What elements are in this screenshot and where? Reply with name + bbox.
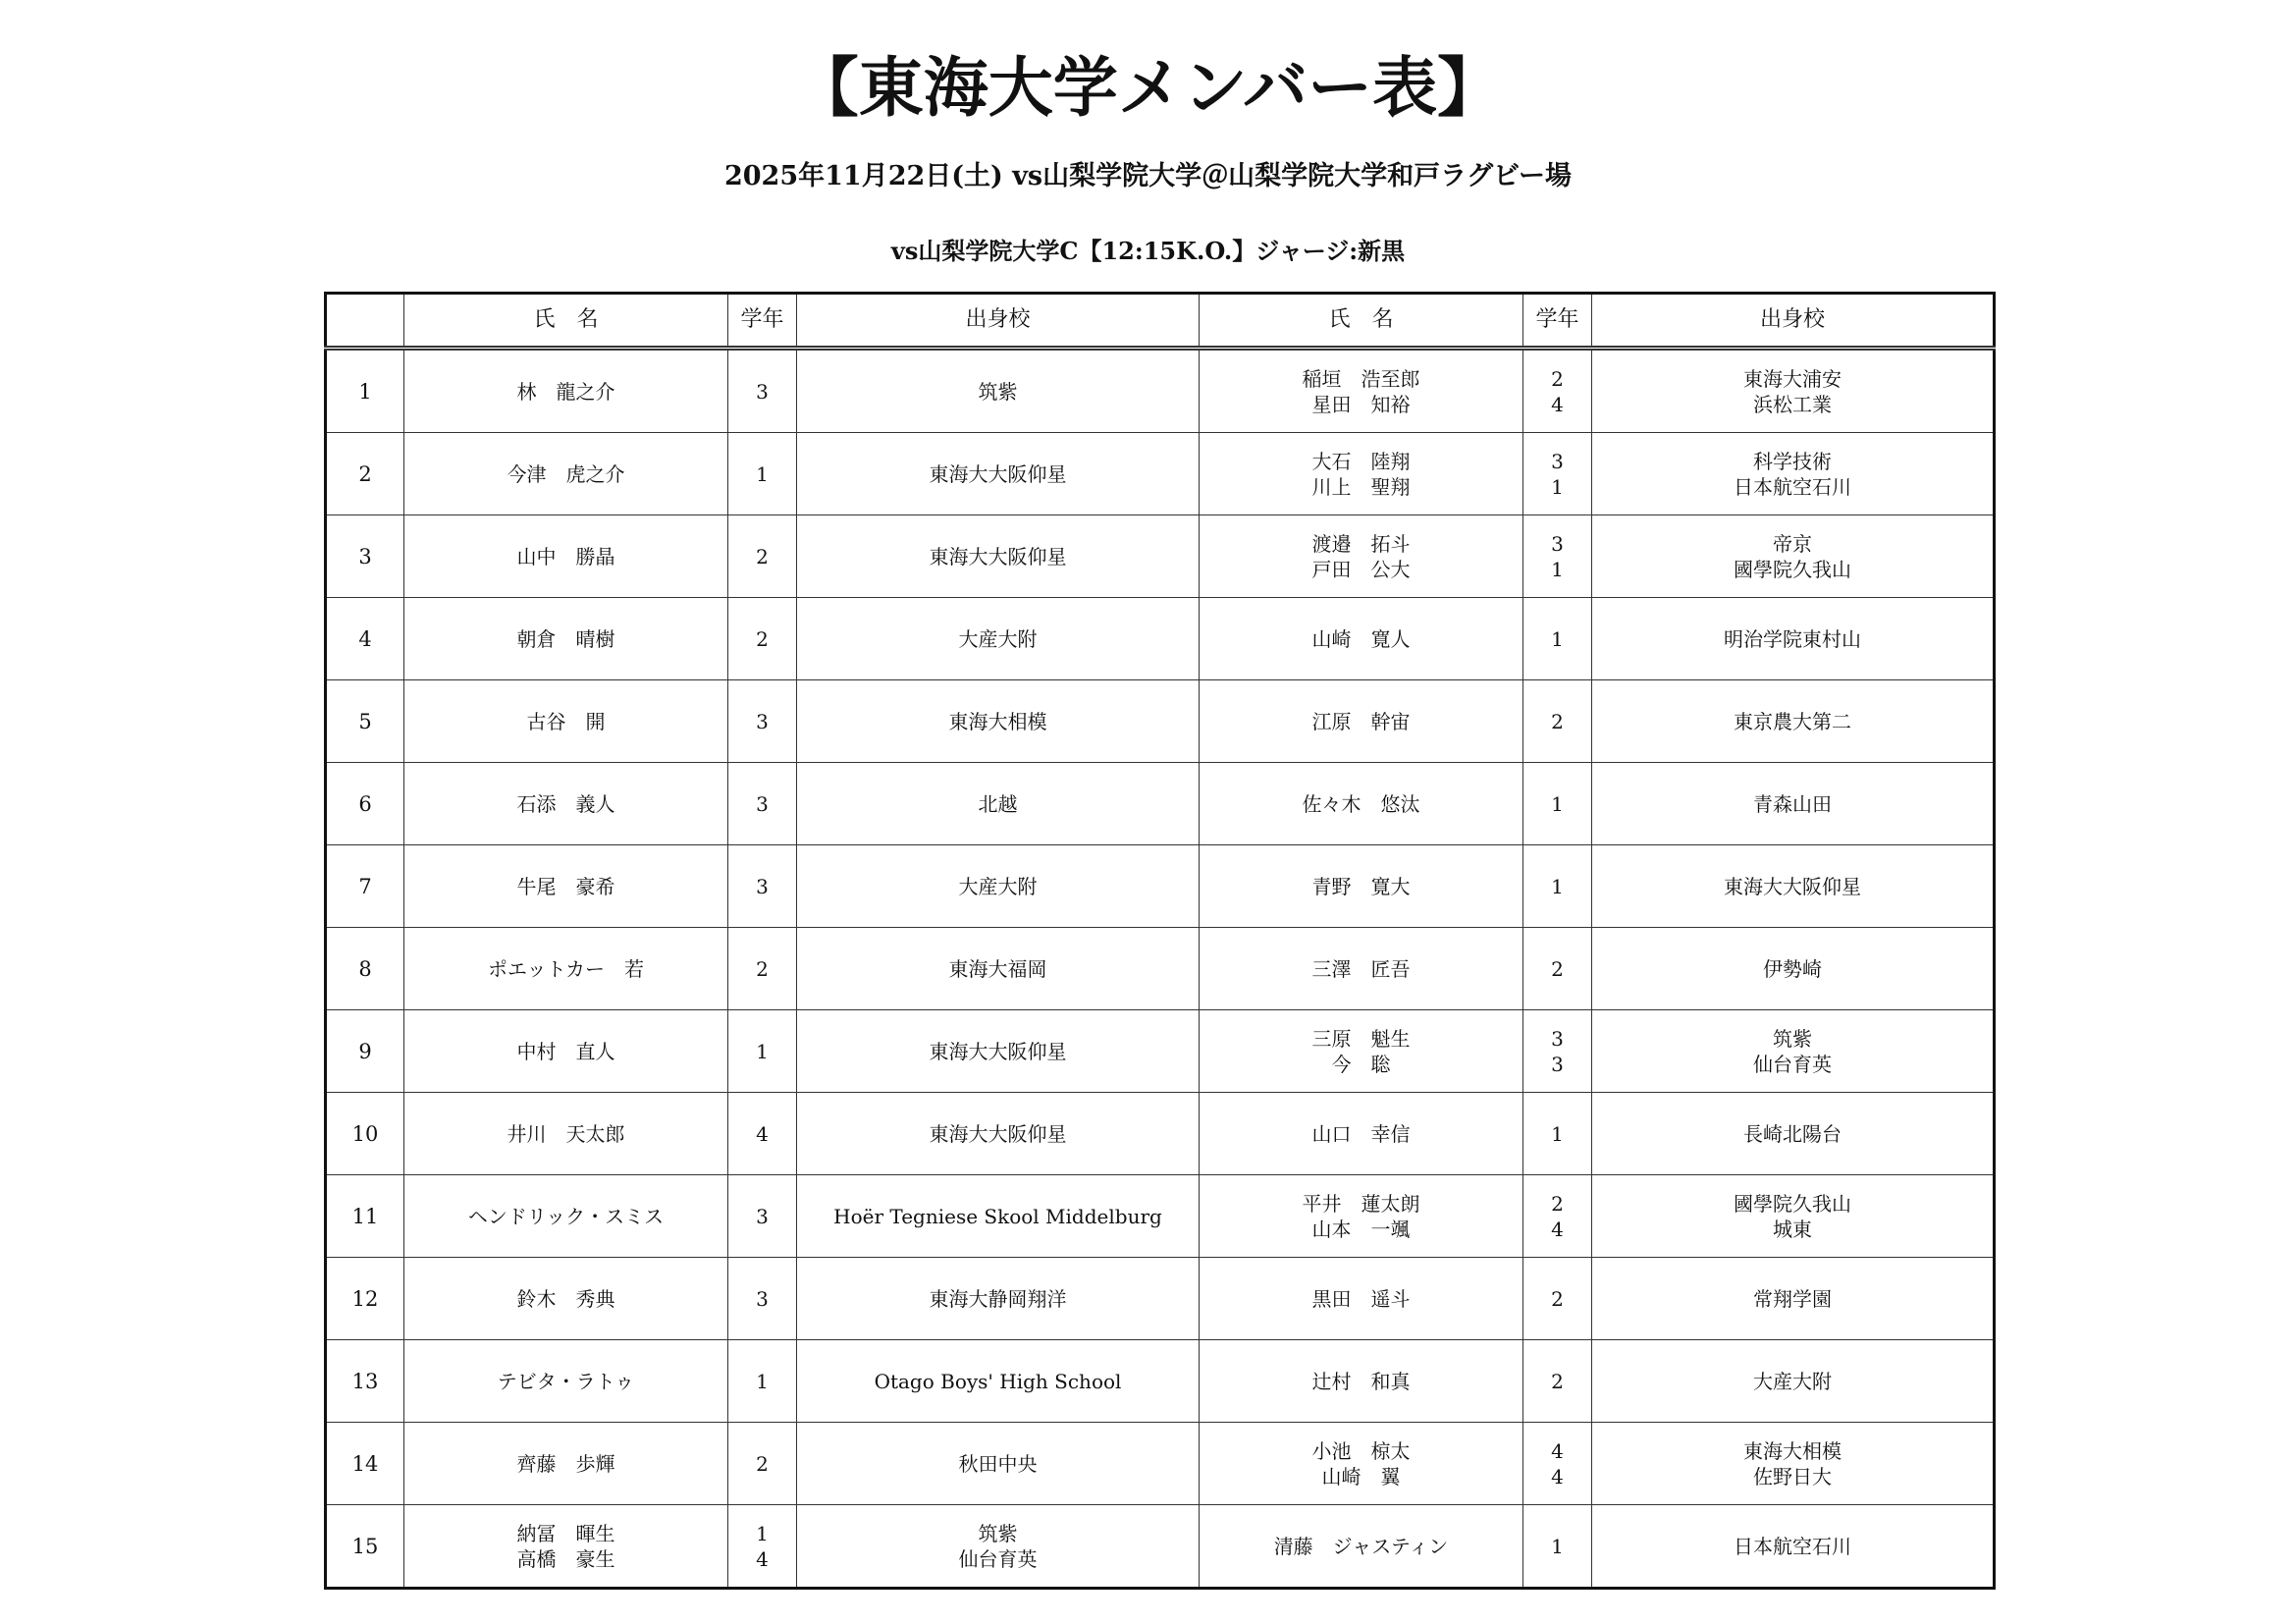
table-row [326,1175,1995,1258]
jersey-number: 9 [326,1010,404,1093]
sub-grade: 4 [1551,1217,1564,1241]
starter-school: 東海大福岡 [948,956,1047,981]
sub-school-cell [1592,433,1995,515]
header-school: 出身校 [797,294,1200,349]
sub-school-cell [1592,515,1995,598]
table-row [326,928,1995,1010]
starter-school: 東海大静岡翔洋 [929,1286,1067,1311]
sub-grade: 3 [1551,1026,1564,1051]
jersey-number: 8 [326,928,404,1010]
starter-school: 北越 [978,791,1018,816]
sub-name: 小池 椋太 [1311,1438,1411,1463]
table-row [326,598,1995,680]
sub-name: 江原 幹宙 [1311,709,1411,733]
starter-name: ポエットカー 若 [488,956,644,981]
table-row [326,1423,1995,1505]
sub-name: 山崎 翼 [1321,1464,1401,1489]
sub-school: 科学技術 [1753,449,1832,473]
sub-school: 長崎北陽台 [1743,1121,1842,1146]
sub-grade: 1 [1551,474,1564,499]
table-row [326,1505,1995,1589]
starter-name: 納冨 暉生 [516,1521,615,1545]
starter-grade: 1 [756,1039,769,1063]
sub-grade: 1 [1551,557,1564,581]
jersey-number: 7 [326,845,404,928]
sub-name: 今 聡 [1331,1052,1391,1076]
table-row [326,349,1995,433]
sub-school-cell [1592,845,1995,928]
sub-name-cell [1200,598,1523,680]
starter-grade: 2 [756,626,769,651]
sub-school-cell [1592,928,1995,1010]
sub-school: 筑紫 [1773,1026,1812,1051]
starter-grade-cell [728,349,797,433]
sub-school: 日本航空石川 [1734,1534,1851,1558]
sub-grade-cell [1523,680,1592,763]
starter-school: 大産大附 [958,874,1038,898]
starter-name-cell [404,1258,728,1340]
starter-grade-cell [728,1340,797,1423]
sub-name: 三原 魁生 [1311,1026,1411,1051]
starter-grade: 3 [756,709,769,733]
table-row [326,1258,1995,1340]
sub-grade-cell [1523,845,1592,928]
sub-grade-cell [1523,1423,1592,1505]
starter-grade-cell [728,598,797,680]
sub-school-cell [1592,763,1995,845]
starter-name: ヘンドリック・スミス [467,1204,665,1228]
jersey-number: 11 [326,1175,404,1258]
header-row [326,294,1995,349]
header-no [326,294,404,349]
sub-school: 青森山田 [1753,791,1832,816]
starter-grade: 2 [756,956,769,981]
starter-name: 古谷 開 [526,709,606,733]
starter-name-cell [404,515,728,598]
sub-school: 國學院久我山 [1734,1191,1851,1216]
starter-name-cell [404,1505,728,1589]
table-row [326,433,1995,515]
sub-school-cell [1592,1010,1995,1093]
starter-name-cell [404,1010,728,1093]
sub-grade: 3 [1551,449,1564,473]
starter-school-cell [797,598,1200,680]
starter-school: 東海大大阪仰星 [929,544,1067,568]
table-header [326,294,1995,349]
sub-name: 星田 知裕 [1311,392,1411,416]
starter-school-cell [797,1093,1200,1175]
header-grade: 学年 [728,294,797,349]
starter-school: 筑紫 [978,1521,1018,1545]
jersey-number: 13 [326,1340,404,1423]
sub-name-cell [1200,845,1523,928]
sub-school: 國學院久我山 [1734,557,1851,581]
starter-school-cell [797,928,1200,1010]
starter-name-cell [404,1093,728,1175]
sub-grade-cell [1523,1505,1592,1589]
starter-school-cell [797,1175,1200,1258]
sub-name: 山口 幸信 [1311,1121,1411,1146]
starter-grade: 2 [756,544,769,568]
table-row [326,763,1995,845]
starter-name: 井川 天太郎 [507,1121,625,1146]
starter-grade: 3 [756,1286,769,1311]
sub-name: 戸田 公大 [1311,557,1411,581]
sub-grade-cell [1523,1010,1592,1093]
sub-school: 仙台育英 [1753,1052,1832,1076]
jersey-number: 12 [326,1258,404,1340]
sub-school-cell [1592,680,1995,763]
header-sub-name: 氏 名 [1200,294,1523,349]
sub-name: 山崎 寛人 [1311,626,1411,651]
starter-school-cell [797,680,1200,763]
starter-grade-cell [728,1505,797,1589]
jersey-number: 5 [326,680,404,763]
starter-name-cell [404,845,728,928]
sub-school: 常翔学園 [1753,1286,1832,1311]
starter-school: 秋田中央 [958,1451,1038,1476]
table-row [326,1093,1995,1175]
page-title: 【東海大学メンバー表】 [793,50,1503,126]
starter-grade: 1 [756,1369,769,1393]
starter-name-cell [404,763,728,845]
starter-grade-cell [728,1093,797,1175]
sub-name: 渡邉 拓斗 [1311,531,1411,556]
sub-grade: 4 [1551,392,1564,416]
starter-grade-cell [728,1175,797,1258]
sub-school: 浜松工業 [1753,392,1832,416]
starter-name-cell [404,1175,728,1258]
sub-name: 黒田 遥斗 [1311,1286,1411,1311]
starter-school-cell [797,763,1200,845]
starter-school-cell [797,1340,1200,1423]
starter-school: Hoër Tegniese Skool Middelburg [833,1204,1162,1228]
starter-grade-cell [728,763,797,845]
starter-grade: 1 [756,1521,769,1545]
sub-name: 稲垣 浩至郎 [1302,366,1420,391]
starter-name-cell [404,928,728,1010]
sub-name: 青野 寛大 [1311,874,1411,898]
starter-grade-cell [728,515,797,598]
sub-school: 佐野日大 [1753,1464,1832,1489]
sub-grade-cell [1523,1340,1592,1423]
sub-grade-cell [1523,433,1592,515]
starter-grade-cell [728,845,797,928]
sub-name: 平井 蓮太朗 [1302,1191,1420,1216]
sub-school-cell [1592,1175,1995,1258]
sub-grade-cell [1523,1093,1592,1175]
starter-name: 山中 勝晶 [516,544,615,568]
jersey-number: 10 [326,1093,404,1175]
starter-name-cell [404,433,728,515]
sub-name-cell [1200,1505,1523,1589]
jersey-number: 14 [326,1423,404,1505]
sub-school: 大産大附 [1753,1369,1832,1393]
jersey-number: 1 [326,349,404,433]
sub-name: 清藤 ジャスティン [1273,1534,1449,1558]
sub-school: 東海大大阪仰星 [1724,874,1861,898]
starter-name: テビタ・ラトゥ [497,1369,635,1393]
starter-grade-cell [728,1423,797,1505]
sub-name-cell [1200,1010,1523,1093]
sub-school-cell [1592,1258,1995,1340]
starter-school: 東海大大阪仰星 [929,1039,1067,1063]
starter-school-cell [797,845,1200,928]
header-sub-school: 出身校 [1592,294,1995,349]
starter-grade-cell [728,680,797,763]
sub-school-cell [1592,1340,1995,1423]
sub-grade: 2 [1551,956,1564,981]
starter-grade: 4 [756,1121,769,1146]
sub-name-cell [1200,1340,1523,1423]
starter-grade: 3 [756,791,769,816]
sub-name: 川上 聖翔 [1311,474,1411,499]
sub-school-cell [1592,349,1995,433]
starter-school-cell [797,1258,1200,1340]
sub-name-cell [1200,349,1523,433]
sub-name: 山本 一颯 [1311,1217,1411,1241]
sub-grade: 3 [1551,531,1564,556]
sub-school-cell [1592,598,1995,680]
starter-name-cell [404,349,728,433]
sub-school: 日本航空石川 [1734,474,1851,499]
sub-grade-cell [1523,763,1592,845]
sub-grade-cell [1523,928,1592,1010]
sub-name: 辻村 和真 [1311,1369,1411,1393]
sub-grade-cell [1523,1175,1592,1258]
sub-name-cell [1200,928,1523,1010]
jersey-number: 6 [326,763,404,845]
table-row [326,680,1995,763]
starter-grade: 3 [756,379,769,404]
starter-name-cell [404,1340,728,1423]
sub-grade-cell [1523,349,1592,433]
starter-school-cell [797,433,1200,515]
starter-name-cell [404,1423,728,1505]
sub-grade: 2 [1551,366,1564,391]
starter-school: 仙台育英 [958,1546,1038,1571]
starter-school: 大産大附 [958,626,1038,651]
starter-grade: 4 [756,1546,769,1571]
sub-grade: 1 [1551,1121,1564,1146]
sub-school: 東京農大第二 [1734,709,1851,733]
sub-name-cell [1200,763,1523,845]
starter-name-cell [404,598,728,680]
starter-grade: 3 [756,1204,769,1228]
sub-school: 伊勢崎 [1763,956,1822,981]
member-table [324,292,1996,1590]
jersey-number: 3 [326,515,404,598]
sub-school: 明治学院東村山 [1724,626,1861,651]
sub-name: 三澤 匠吾 [1311,956,1411,981]
sub-grade: 1 [1551,791,1564,816]
match-date-venue: 2025年11月22日(土) vs山梨学院大学＠山梨学院大学和戸ラグビー場 [723,161,1573,191]
starter-name: 牛尾 豪希 [516,874,615,898]
header-name: 氏 名 [404,294,728,349]
table-row [326,515,1995,598]
starter-grade-cell [728,433,797,515]
starter-name: 齊藤 歩輝 [516,1451,615,1476]
starter-name: 朝倉 晴樹 [516,626,615,651]
sub-school: 城東 [1773,1217,1812,1241]
sub-name-cell [1200,1258,1523,1340]
sub-grade: 2 [1551,709,1564,733]
starter-school: Otago Boys' High School [874,1369,1122,1393]
sub-grade-cell [1523,1258,1592,1340]
table-body [326,349,1995,1589]
sub-grade: 1 [1551,626,1564,651]
table-row [326,845,1995,928]
sub-grade-cell [1523,515,1592,598]
sub-name-cell [1200,515,1523,598]
sub-school: 東海大浦安 [1743,366,1842,391]
sub-grade: 4 [1551,1464,1564,1489]
starter-grade-cell [728,1258,797,1340]
starter-school-cell [797,349,1200,433]
sub-name-cell [1200,1175,1523,1258]
starter-school: 東海大大阪仰星 [929,461,1067,486]
starter-name: 石添 義人 [516,791,615,816]
sub-school-cell [1592,1093,1995,1175]
sub-grade: 2 [1551,1286,1564,1311]
sub-grade-cell [1523,598,1592,680]
starter-school-cell [797,515,1200,598]
sub-name: 佐々木 悠汰 [1302,791,1420,816]
starter-school: 筑紫 [978,379,1018,404]
starter-grade: 3 [756,874,769,898]
jersey-number: 4 [326,598,404,680]
starter-name: 高橋 豪生 [516,1546,615,1571]
sub-name-cell [1200,680,1523,763]
jersey-number: 15 [326,1505,404,1589]
sub-name-cell [1200,433,1523,515]
sub-name-cell [1200,1093,1523,1175]
starter-school: 東海大大阪仰星 [929,1121,1067,1146]
sub-school-cell [1592,1423,1995,1505]
starter-grade-cell [728,928,797,1010]
table-row [326,1340,1995,1423]
starter-school-cell [797,1423,1200,1505]
table-row [326,1010,1995,1093]
sub-grade: 4 [1551,1438,1564,1463]
sub-school: 帝京 [1773,531,1812,556]
sub-grade: 2 [1551,1369,1564,1393]
starter-name: 中村 直人 [516,1039,615,1063]
starter-school: 東海大相模 [948,709,1047,733]
sub-grade: 1 [1551,874,1564,898]
starter-name: 林 龍之介 [516,379,615,404]
sub-name-cell [1200,1423,1523,1505]
jersey-number: 2 [326,433,404,515]
sub-school-cell [1592,1505,1995,1589]
sub-grade: 1 [1551,1534,1564,1558]
starter-grade-cell [728,1010,797,1093]
sub-name: 大石 陸翔 [1311,449,1411,473]
starter-name: 今津 虎之介 [507,461,625,486]
starter-grade: 2 [756,1451,769,1476]
starter-school-cell [797,1505,1200,1589]
starter-name: 鈴木 秀典 [516,1286,615,1311]
sub-grade: 3 [1551,1052,1564,1076]
sub-school: 東海大相模 [1743,1438,1842,1463]
starter-grade: 1 [756,461,769,486]
starter-name-cell [404,680,728,763]
header-sub-grade: 学年 [1523,294,1592,349]
starter-school-cell [797,1010,1200,1093]
match-info: vs山梨学院大学C【12:15K.O.】ジャージ:新黒 [890,237,1406,265]
sub-grade: 2 [1551,1191,1564,1216]
